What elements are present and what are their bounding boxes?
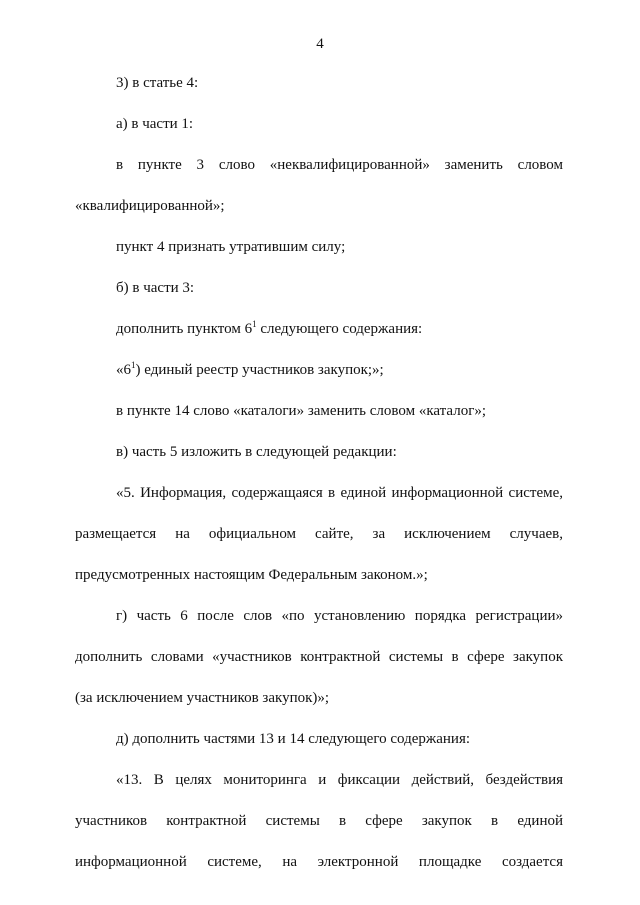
superscript: 1 [131,360,136,370]
text-line [75,73,563,94]
text-line [75,524,563,545]
text-line [75,606,563,627]
text-line [75,811,563,832]
text-line-main: 3) в статье 4: [116,75,199,91]
text-line [75,401,563,422]
text-line-main: «6 [116,362,131,378]
text-line-main: информационной системе, на электронной площадке создается [75,854,563,870]
text-line-main: предусмотренных настоящим Федеральным законом.»; [75,567,428,583]
text-line-main: в) часть 5 изложить в следующей редакции: [116,444,397,460]
text-line-main: б) в части 3: [116,280,195,296]
text-line [75,852,563,873]
text-line-tail: ) единый реестр участников закупок;»; [135,362,384,378]
page-number: 4 [316,36,324,52]
text-line-main: размещается на официальном сайте, за исключением случаев, [75,526,563,542]
text-line-main: «квалифицированной»; [75,198,225,214]
superscript: 1 [252,319,257,329]
text-line-main: «5. Информация, содержащаяся в единой информационной системе, [116,485,563,501]
text-line [75,155,563,176]
text-line [75,237,563,258]
text-line [75,360,563,381]
text-line-main: г) часть 6 после слов «по установлению порядка регистрации» [116,608,563,624]
text-line [75,114,563,135]
text-line [75,565,563,586]
text-line [75,196,563,217]
text-line [75,278,563,299]
text-line [75,688,563,709]
text-line [75,483,563,504]
text-line [75,442,563,463]
text-line-main: дополнить пунктом 6 [116,321,253,337]
text-line-main: «13. В целях мониторинга и фиксации действий, бездействия [116,772,563,788]
text-line [75,647,563,668]
text-line-main: в пункте 14 слово «каталоги» заменить словом «каталог»; [116,403,487,419]
text-line [75,770,563,791]
text-line-main: а) в части 1: [116,116,194,132]
text-line [75,319,563,340]
text-line-main: в пункте 3 слово «неквалифицированной» заменить словом [116,157,563,173]
text-line-main: (за исключением участников закупок)»; [75,690,330,706]
text-line-main: участников контрактной системы в сфере закупок в единой [75,813,563,829]
text-line-tail: следующего содержания: [256,321,423,337]
document-body [75,73,563,893]
text-line-main: пункт 4 признать утратившим силу; [116,239,346,255]
text-line-main: дополнить словами «участников контрактной системы в сфере закупок [75,649,563,665]
text-line-main: д) дополнить частями 13 и 14 следующего содержания: [116,731,471,747]
text-line [75,729,563,750]
